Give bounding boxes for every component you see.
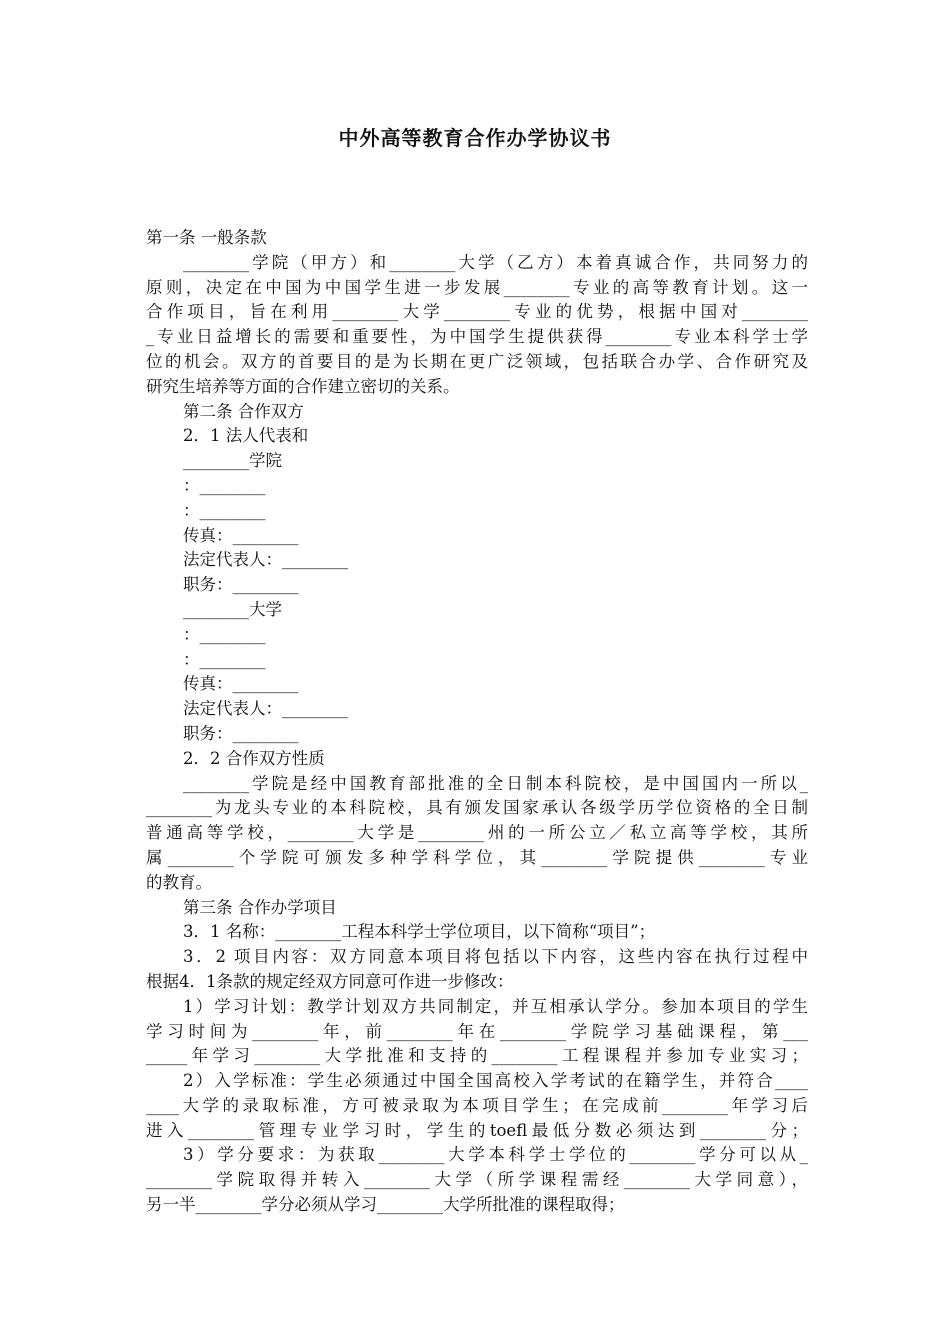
text-line: 2）入学标准：学生必须通过中国全国高校入学考试的在籍学生，并符合____ — [183, 1071, 808, 1091]
text-line: ________学院取得并转入________大学（所学课程需经________大学同意）， — [146, 1170, 808, 1190]
text-line: 属________个学院可颁发多种学科学位，其________学院提供________专业 — [146, 847, 808, 867]
text-line: 1）学习计划：教学计划双方共同制定，并互相承认学分。参加本项目的学生 — [183, 996, 808, 1016]
text-line: ________学院 — [183, 451, 282, 471]
text-line: 的教育。 — [146, 872, 212, 892]
text-line: ____大学的录取标准，方可被录取为本项目学生；在完成前________年学习后 — [146, 1095, 808, 1115]
text-line: 传真：________ — [183, 525, 299, 545]
document-title: 中外高等教育合作办学协议书 — [338, 126, 612, 150]
text-line: 3．2 项目内容：双方同意本项目将包括以下内容，这些内容在执行过程中 — [183, 947, 808, 967]
text-line: 2．2 合作双方性质 — [183, 748, 325, 768]
text-line: ________大学 — [183, 599, 282, 619]
document-body — [146, 226, 808, 1218]
text-line: 学习时间为________年，前________年在________学院学习基础课程，第___ — [146, 1021, 808, 1041]
text-line: 根据4．1条款的规定经双方同意可作进一步修改： — [146, 971, 514, 991]
text-line: ：________ — [183, 649, 266, 669]
text-line: 3）学分要求：为获取________大学本科学士学位的________学分可以从_ — [183, 1145, 808, 1165]
text-line: _专业日益增长的需要和重要性，为中国学生提供获得________专业本科学士学 — [146, 327, 808, 347]
text-line: 另一半________学分必须从学习________大学所批准的课程取得； — [146, 1195, 625, 1215]
text-line: ________学院是经中国教育部批准的全日制本科院校，是中国国内一所以_ — [183, 773, 808, 793]
text-line: 位的机会。双方的首要目的是为长期在更广泛领域，包括联合办学、合作研究及 — [146, 351, 808, 371]
text-line: 职务：________ — [183, 723, 299, 743]
text-line: 第一条 一般条款 — [146, 228, 267, 247]
text-line: 3．1 名称：________工程本科学士学位项目，以下简称“项目”； — [183, 922, 656, 942]
text-line: 第三条 合作办学项目 — [183, 897, 337, 917]
text-line: ：________ — [183, 500, 266, 520]
text-line: 职务：________ — [183, 575, 299, 595]
text-line: ________学院（甲方）和________大学（乙方）本着真诚合作，共同努力的 — [183, 252, 808, 272]
text-line: 传真：________ — [183, 674, 299, 694]
text-line: ________为龙头专业的本科院校，具有颁发国家承认各级学历学位资格的全日制 — [146, 798, 808, 818]
text-line: 2．1 法人代表和 — [183, 426, 309, 446]
text-line: 研究生培养等方面的合作建立密切的关系。 — [146, 376, 460, 396]
text-line: 第二条 合作双方 — [183, 401, 304, 421]
text-line: 普通高等学校，________大学是________州的一所公立／私立高等学校，其所 — [146, 823, 808, 843]
text-line: 进入________管理专业学习时，学生的toefl最低分数必须达到________分； — [146, 1120, 808, 1140]
text-line: 原则，决定在中国为中国学生进一步发展________专业的高等教育计划。这一 — [146, 277, 808, 297]
text-line: 法定代表人：________ — [183, 550, 348, 570]
text-line: 合作项目，旨在利用________大学________专业的优势，根据中国对________ — [146, 302, 808, 322]
text-line: ：________ — [183, 475, 266, 495]
text-line: 法定代表人：________ — [183, 699, 348, 719]
text-line: ：________ — [183, 624, 266, 644]
text-line: _____年学习________大学批准和支持的________工程课程并参加专业实习； — [146, 1046, 808, 1066]
